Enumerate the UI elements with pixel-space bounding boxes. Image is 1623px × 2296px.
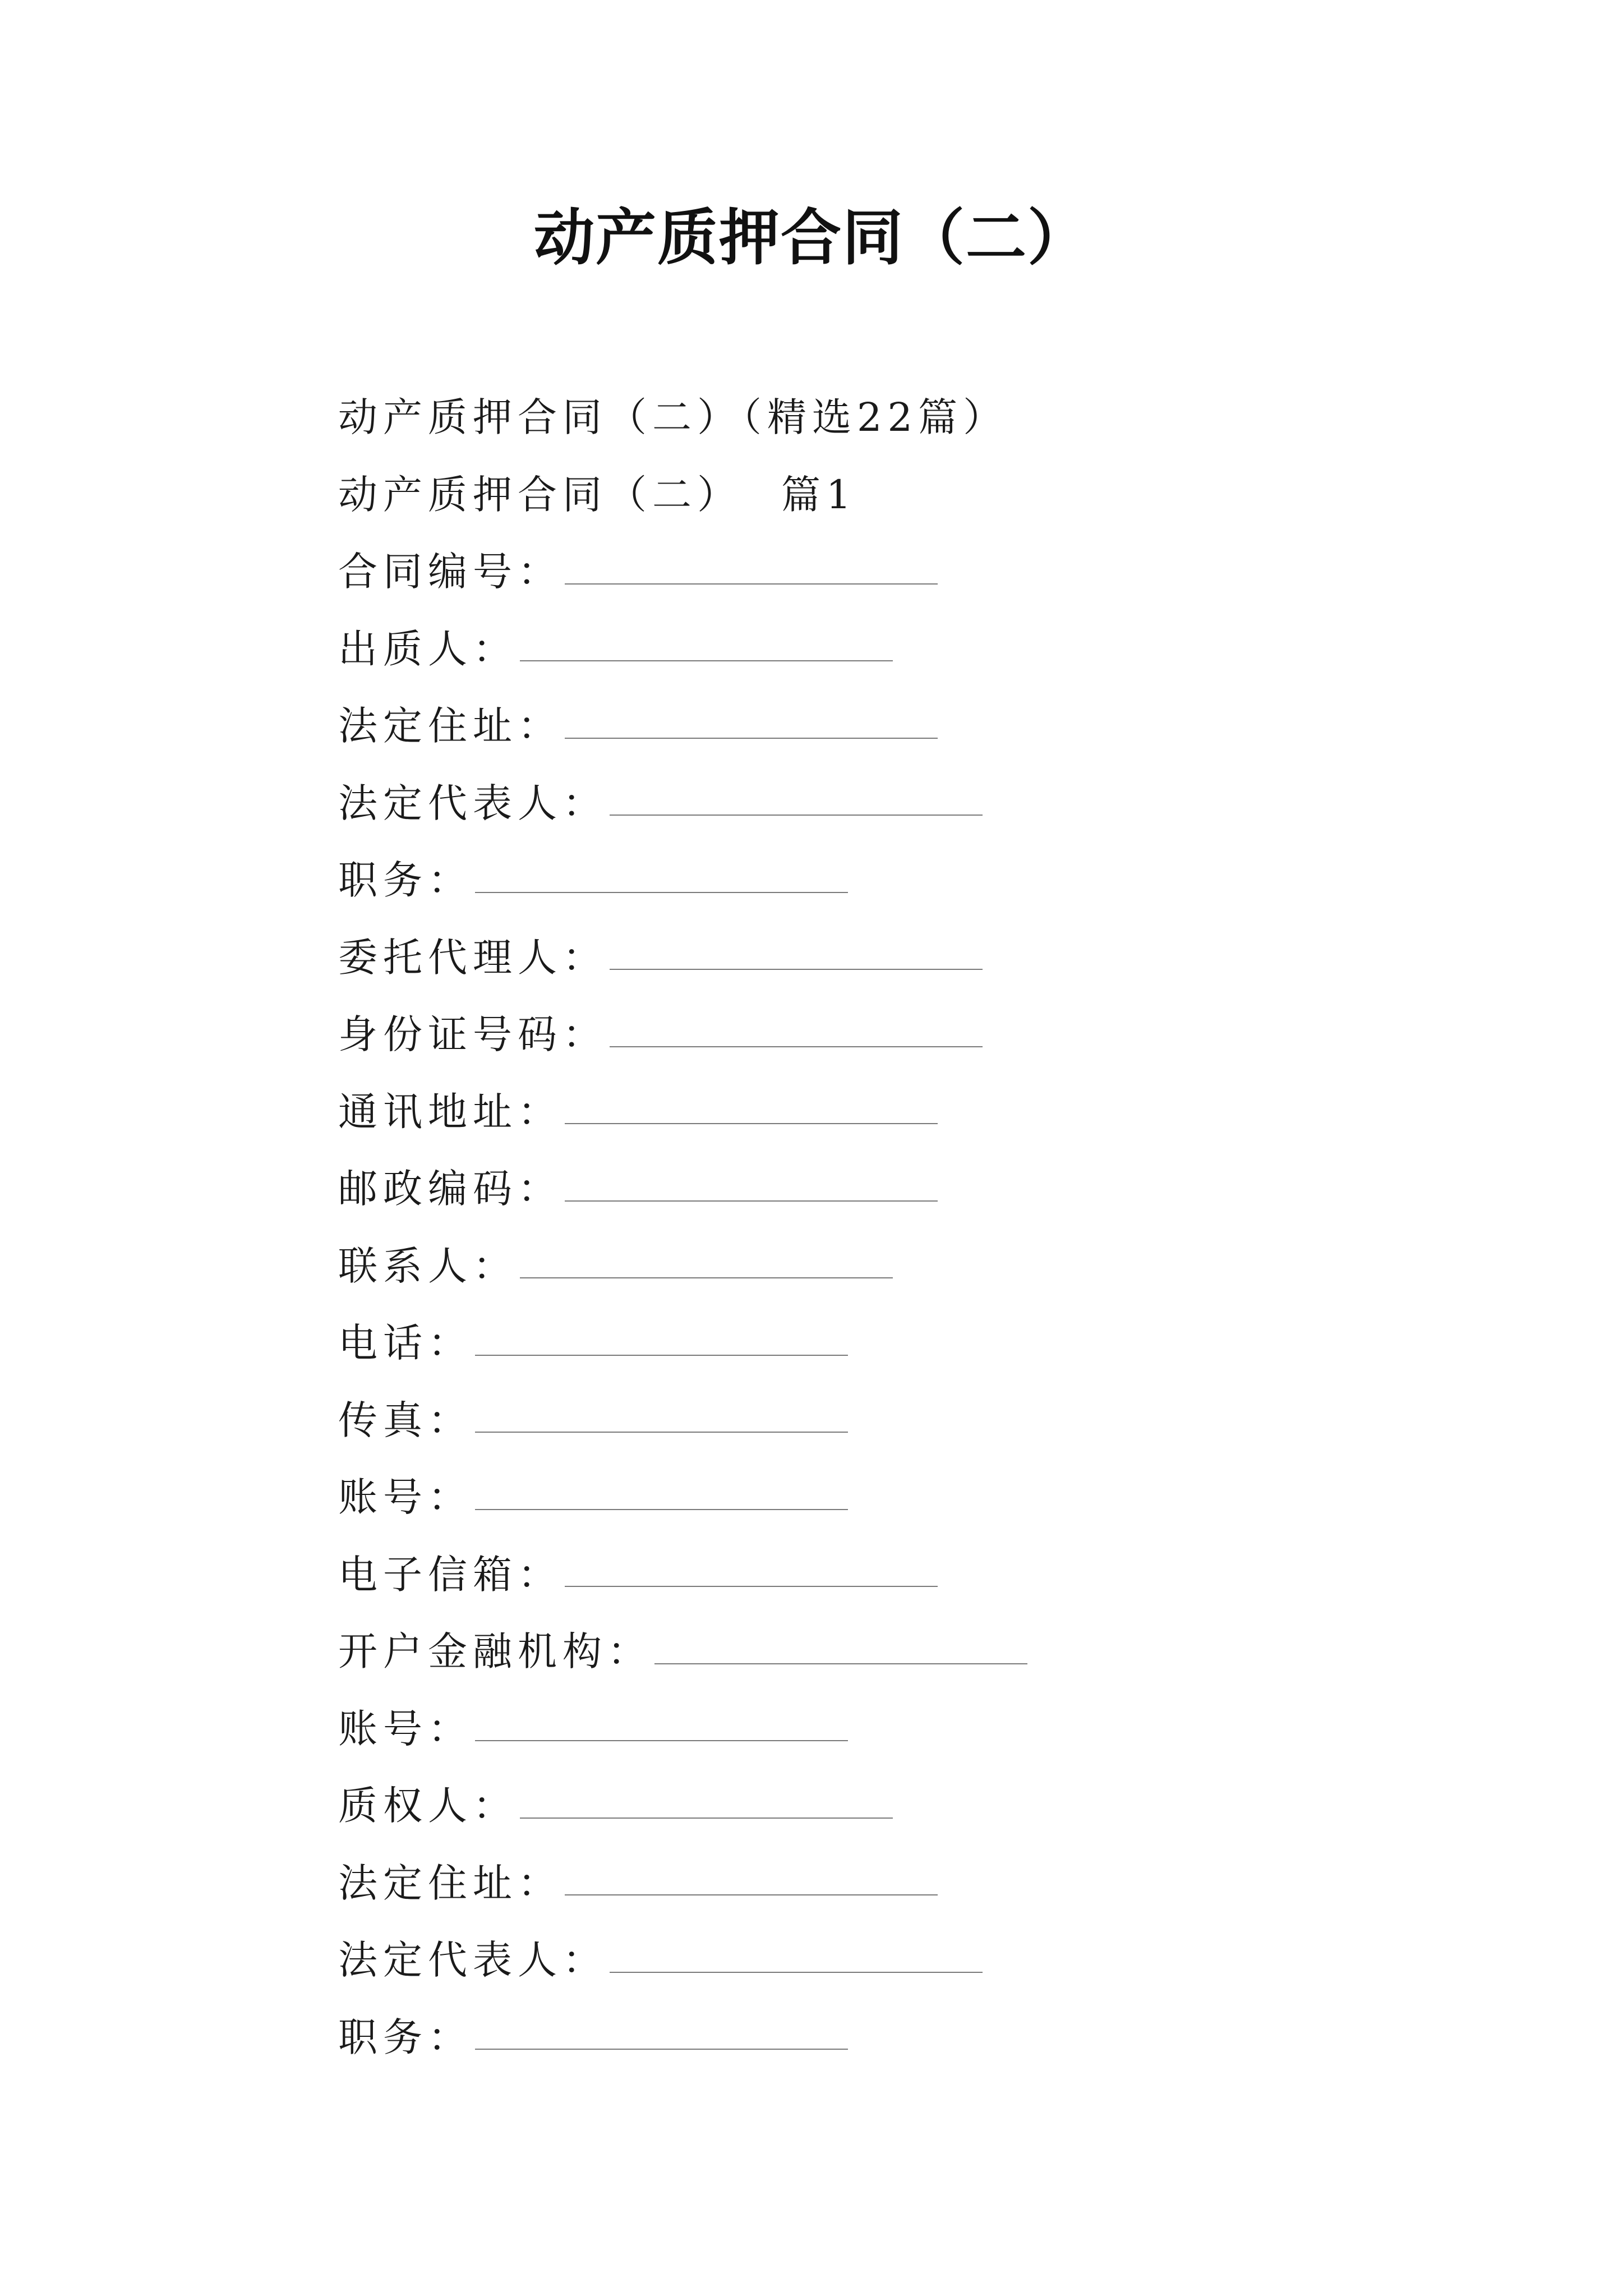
fill-in-blank[interactable]: [610, 938, 983, 970]
section-heading-number: 篇1: [781, 471, 857, 518]
fill-in-blank[interactable]: [610, 1941, 983, 1973]
form-field: [338, 608, 1460, 685]
fill-in-blank[interactable]: [654, 1633, 1027, 1664]
form-field: [338, 1687, 1460, 1765]
form-field: [338, 1842, 1460, 1919]
field-label: 法定代表人：: [338, 780, 607, 826]
field-label: 法定住址：: [338, 703, 562, 749]
fill-in-blank[interactable]: [475, 862, 848, 893]
form-field: [338, 1996, 1460, 2073]
form-field: [338, 1070, 1460, 1148]
collection-heading: [338, 376, 1460, 453]
document-title: 动产质押合同（二）: [533, 203, 1089, 273]
fill-in-blank[interactable]: [565, 1093, 938, 1124]
form-field: [338, 916, 1460, 993]
field-label: 传真：: [338, 1397, 473, 1443]
fill-in-blank[interactable]: [565, 553, 938, 585]
field-label: 开户金融机构：: [338, 1628, 652, 1675]
form-field: [338, 1379, 1460, 1456]
field-label: 出质人：: [338, 625, 518, 672]
form-field: [338, 1610, 1460, 1687]
field-label: 职务：: [338, 2014, 473, 2060]
field-label: 联系人：: [338, 1243, 518, 1289]
section-heading: [338, 453, 1460, 531]
field-label: 质权人：: [338, 1783, 518, 1829]
fill-in-blank[interactable]: [520, 1787, 893, 1819]
field-label: 电子信箱：: [338, 1551, 562, 1598]
fill-in-blank[interactable]: [565, 1556, 938, 1587]
field-label: 通讯地址：: [338, 1088, 562, 1135]
fill-in-blank[interactable]: [475, 1479, 848, 1510]
form-field: [338, 1918, 1460, 1996]
field-label: 账号：: [338, 1705, 473, 1752]
fill-in-blank[interactable]: [565, 1170, 938, 1202]
field-label: 合同编号：: [338, 549, 562, 595]
section-heading-name: 动产质押合同（二）: [338, 471, 742, 518]
fill-in-blank[interactable]: [565, 1864, 938, 1895]
field-label: 职务：: [338, 857, 473, 904]
fill-in-blank[interactable]: [610, 784, 983, 816]
fill-in-blank[interactable]: [520, 630, 893, 661]
fill-in-blank[interactable]: [565, 707, 938, 739]
field-label: 委托代理人：: [338, 934, 607, 981]
collection-heading-text: 动产质押合同（二）（精选22篇）: [338, 394, 1008, 441]
field-label: 法定代表人：: [338, 1937, 607, 1984]
form-field: [338, 762, 1460, 839]
form-field: [338, 1456, 1460, 1533]
form-field: [338, 530, 1460, 608]
field-label: 身份证号码：: [338, 1011, 607, 1058]
fill-in-blank[interactable]: [475, 1710, 848, 1741]
form-field: [338, 1225, 1460, 1302]
fill-in-blank[interactable]: [475, 2018, 848, 2050]
form-field: [338, 1147, 1460, 1225]
fill-in-blank[interactable]: [520, 1247, 893, 1278]
form-field: [338, 1764, 1460, 1842]
field-label: 法定住址：: [338, 1860, 562, 1906]
field-label: 账号：: [338, 1474, 473, 1521]
form-field: [338, 1533, 1460, 1611]
document-body: [338, 376, 1460, 2073]
form-field: [338, 1301, 1460, 1379]
fill-in-blank[interactable]: [610, 1016, 983, 1047]
form-field: [338, 993, 1460, 1070]
form-field: [338, 839, 1460, 916]
field-label: 邮政编码：: [338, 1166, 562, 1212]
fill-in-blank[interactable]: [475, 1401, 848, 1433]
fill-in-blank[interactable]: [475, 1324, 848, 1356]
field-label: 电话：: [338, 1320, 473, 1366]
form-field: [338, 684, 1460, 762]
